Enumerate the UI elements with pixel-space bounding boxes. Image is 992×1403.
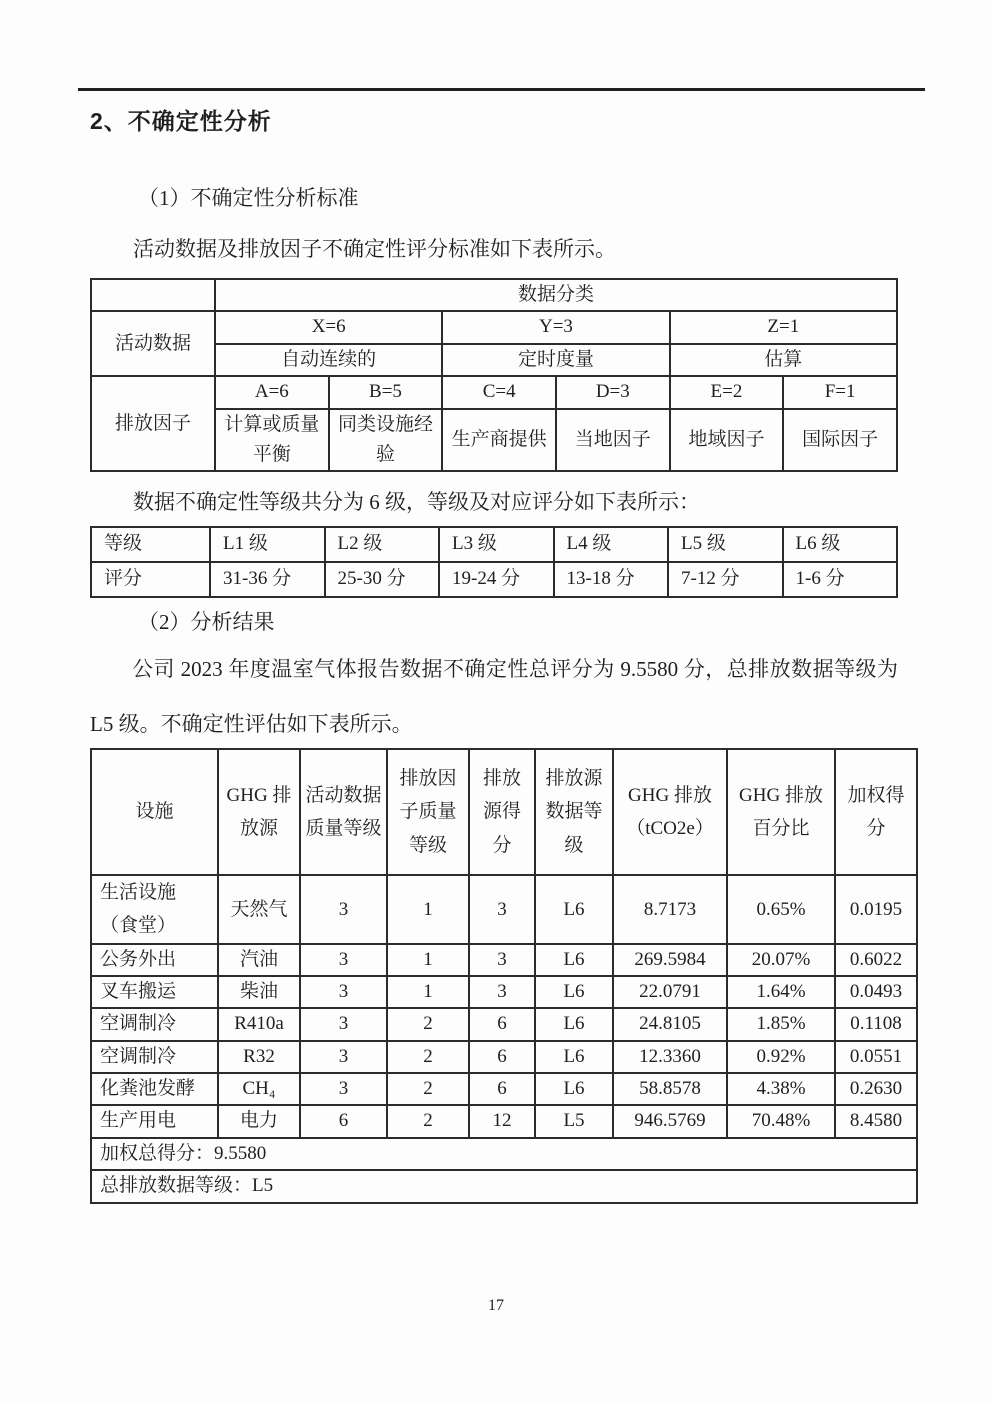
table-row [91, 279, 897, 311]
table-cell: 等级 [91, 527, 210, 562]
table-cell: 0.0195 [835, 875, 917, 944]
table-cell: 4.38% [727, 1073, 835, 1105]
table-cell: E=2 [670, 376, 784, 408]
table-row [91, 875, 917, 944]
table-cell: 国际因子 [783, 409, 897, 472]
table-cell: 6 [300, 1105, 387, 1137]
table-cell: 2 [387, 1105, 469, 1137]
table-cell: 0.0551 [835, 1041, 917, 1073]
activity-data-label-cell: 活动数据 [91, 311, 215, 376]
table-cell: 25-30 分 [325, 562, 440, 597]
table-cell: A=6 [215, 376, 329, 408]
table-cell: 化粪池发酵 [91, 1073, 218, 1105]
table-cell: 0.1108 [835, 1008, 917, 1040]
table-cell: 估算 [670, 344, 897, 376]
table-cell: 22.0791 [613, 976, 727, 1008]
table-cell: 0.6022 [835, 944, 917, 976]
column-header: 排放源数据等级 [535, 749, 613, 875]
table-cell: R410a [218, 1008, 300, 1040]
column-header: 活动数据质量等级 [300, 749, 387, 875]
table-cell: 叉车搬运 [91, 976, 218, 1008]
table-row [91, 1073, 917, 1105]
grade-score-table [90, 526, 898, 598]
table-cell: L3 级 [439, 527, 554, 562]
table-cell: 生产商提供 [442, 409, 556, 472]
table-cell: R32 [218, 1041, 300, 1073]
column-header: 设施 [91, 749, 218, 875]
table-cell: L1 级 [210, 527, 325, 562]
table-cell: 地域因子 [670, 409, 784, 472]
table-row [91, 1041, 917, 1073]
column-header: GHG 排放（tCO2e） [613, 749, 727, 875]
table-cell: 20.07% [727, 944, 835, 976]
table-cell: 3 [300, 1041, 387, 1073]
table-cell: C=4 [442, 376, 556, 408]
table-cell: 评分 [91, 562, 210, 597]
table-cell: 24.8105 [613, 1008, 727, 1040]
column-header: GHG 排放百分比 [727, 749, 835, 875]
table-cell: 自动连续的 [215, 344, 442, 376]
table-cell: 生活设施（食堂） [91, 875, 218, 944]
table-cell: 70.48% [727, 1105, 835, 1137]
analysis-result-paragraph: 公司 2023 年度温室气体报告数据不确定性总评分为 9.5580 分，总排放数据等级为 L5 级。不确定性评估如下表所示。 [90, 657, 898, 736]
table-cell: 8.4580 [835, 1105, 917, 1137]
page-title: 2、不确定性分析 [90, 108, 272, 134]
table-cell: 电力 [218, 1105, 300, 1137]
table-cell: 定时度量 [442, 344, 669, 376]
table-cell: 8.7173 [613, 875, 727, 944]
table-row [91, 376, 897, 408]
emission-factor-label-cell: 排放因子 [91, 376, 215, 471]
table-cell: 13-18 分 [554, 562, 669, 597]
table-cell: 19-24 分 [439, 562, 554, 597]
table-cell: 3 [300, 1073, 387, 1105]
table-cell: 3 [469, 875, 535, 944]
table-cell: 1 [387, 875, 469, 944]
table-cell: 1 [387, 944, 469, 976]
table-cell: 汽油 [218, 944, 300, 976]
table-cell: Y=3 [442, 311, 669, 343]
table-cell: L6 [535, 875, 613, 944]
table-row [91, 976, 917, 1008]
table-row [91, 1105, 917, 1137]
table-row [91, 1008, 917, 1040]
table-cell: 公务外出 [91, 944, 218, 976]
table-cell: 6 [469, 1041, 535, 1073]
table-row [91, 527, 897, 562]
table-cell: 6 [469, 1073, 535, 1105]
table-row [91, 944, 917, 976]
table-cell: 空调制冷 [91, 1008, 218, 1040]
table-cell: 同类设施经验 [329, 409, 443, 472]
table-cell: 3 [300, 976, 387, 1008]
scoring-criteria-table [90, 278, 898, 472]
grade-intro-text: 数据不确定性等级共分为 6 级，等级及对应评分如下表所示： [133, 490, 700, 514]
table-cell: L6 [535, 1008, 613, 1040]
column-header: 加权得分 [835, 749, 917, 875]
section1-title: （1）不确定性分析标准 [138, 186, 359, 210]
table-cell: 3 [300, 875, 387, 944]
table-cell: X=6 [215, 311, 442, 343]
table-cell: L5 级 [668, 527, 783, 562]
table-cell: 31-36 分 [210, 562, 325, 597]
overall-grade-cell: 总排放数据等级：L5 [91, 1170, 917, 1202]
header-rule [78, 88, 925, 91]
table-cell: 3 [300, 944, 387, 976]
table-cell: L6 级 [783, 527, 898, 562]
table-cell: Z=1 [670, 311, 897, 343]
table-cell: 0.2630 [835, 1073, 917, 1105]
table-cell: F=1 [783, 376, 897, 408]
table-cell: 946.5769 [613, 1105, 727, 1137]
table-cell: 2 [387, 1073, 469, 1105]
table-cell: 柴油 [218, 976, 300, 1008]
table-cell: B=5 [329, 376, 443, 408]
table-cell: 0.0493 [835, 976, 917, 1008]
table-cell: L6 [535, 1041, 613, 1073]
table-cell: 12.3360 [613, 1041, 727, 1073]
table-row [91, 311, 897, 343]
page-number: 17 [488, 1297, 504, 1314]
table-cell: 3 [469, 976, 535, 1008]
table-cell: 12 [469, 1105, 535, 1137]
table-cell: 269.5984 [613, 944, 727, 976]
table-cell: 计算或质量平衡 [215, 409, 329, 472]
table-cell: L6 [535, 976, 613, 1008]
column-header: GHG 排放源 [218, 749, 300, 875]
table-cell: 58.8578 [613, 1073, 727, 1105]
table-cell: 空调制冷 [91, 1041, 218, 1073]
table-cell: 3 [300, 1008, 387, 1040]
table-cell: 1 [387, 976, 469, 1008]
section1-intro: 活动数据及排放因子不确定性评分标准如下表所示。 [133, 237, 616, 261]
column-header: 排放因子质量等级 [387, 749, 469, 875]
overall-grade-row [91, 1170, 917, 1202]
table-cell [91, 279, 215, 311]
table-cell: 2 [387, 1008, 469, 1040]
table-cell: L5 [535, 1105, 613, 1137]
table-cell: 0.65% [727, 875, 835, 944]
table-cell: 0.92% [727, 1041, 835, 1073]
weighted-total-row [91, 1138, 917, 1170]
table-cell: L2 级 [325, 527, 440, 562]
table-cell: L6 [535, 944, 613, 976]
table-cell: CH₄ [218, 1073, 300, 1105]
data-class-header-cell: 数据分类 [215, 279, 897, 311]
column-header: 排放源得分 [469, 749, 535, 875]
weighted-total-cell: 加权总得分：9.5580 [91, 1138, 917, 1170]
table-cell: D=3 [556, 376, 670, 408]
table-cell: L6 [535, 1073, 613, 1105]
table-cell: 7-12 分 [668, 562, 783, 597]
table-cell: 1.85% [727, 1008, 835, 1040]
uncertainty-result-table [90, 748, 918, 1204]
table-header-row [91, 749, 917, 875]
table-cell: 3 [469, 944, 535, 976]
table-cell: 天然气 [218, 875, 300, 944]
table-cell: 生产用电 [91, 1105, 218, 1137]
table-row [91, 562, 897, 597]
table-cell: 6 [469, 1008, 535, 1040]
section2-title: （2）分析结果 [138, 610, 275, 634]
table-cell: 1.64% [727, 976, 835, 1008]
table-cell: 当地因子 [556, 409, 670, 472]
table-cell: 2 [387, 1041, 469, 1073]
table-cell: 1-6 分 [783, 562, 898, 597]
table-cell: L4 级 [554, 527, 669, 562]
